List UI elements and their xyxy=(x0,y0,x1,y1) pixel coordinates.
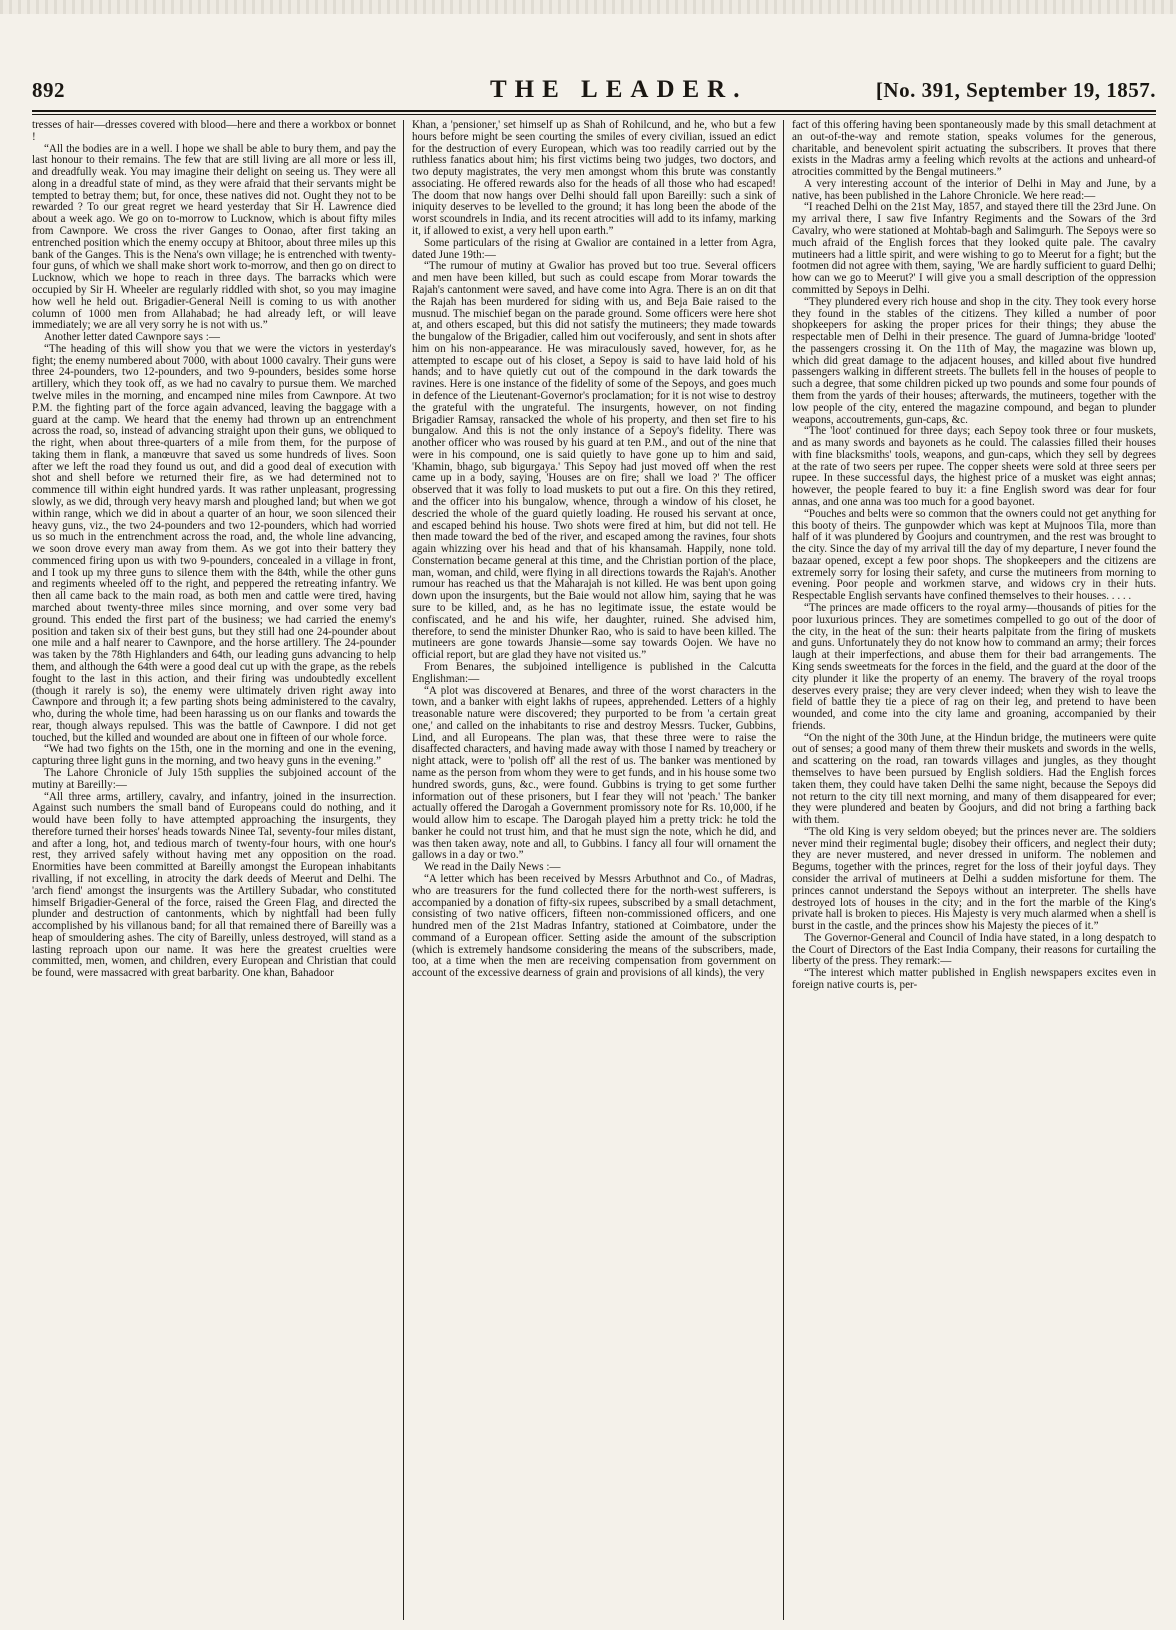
article-paragraph: fact of this offering having been spontaneously made by this small detachment at an out-of-the-way and remote station, speaks volumes for the generous, charitable, and benevolent spirit actuating the subscribers. It proves that there exists in the Madras army a feeling which revolts at the actions and unheard-of atrocities committed by the Bengal mutineers.” xyxy=(792,120,1156,179)
article-paragraph: “I reached Delhi on the 21st May, 1857, and stayed there till the 23rd June. On my arrival there, I saw five Infantry Regiments and the Sowars of the 3rd Cavalry, who were stationed at Mohtab-bagh and Salimgurh. The Sepoys were so much afraid of the English forces that they looked quite pale. The cavalry mutineers had a little spirit, and were wishing to go to Meerut for a fight; but the footmen did not agree with them, saying, 'We are hardly sufficient to guard Delhi; how can we go to Meerut?' I will give you a small description of the oppression committed by Sepoys in Delhi. xyxy=(792,201,1156,296)
article-paragraph: “On the night of the 30th June, at the Hindun bridge, the mutineers were quite out of senses; a good many of them threw their muskets and swords in the wells, and scattering on the road, ran towards villages and jungles, as they thought themselves to have been pursued by English soldiers. Had the English forces taken them, they could have taken Delhi the same night, because the Sepoys did not return to the city till next morning, and many of them disappeared for ever; they were plundered and beaten by Goojurs, and did not bring a farthing back with them. xyxy=(792,731,1156,827)
article-paragraph: “The rumour of mutiny at Gwalior has proved but too true. Several officers and men have been killed, but such as could escape from Morar towards the Rajah's cantonment were saved, and have come into Agra. There is an on dit that the Rajah has been murdered for siding with us, and Beja Baie raised to the musnud. The mischief began on the parade ground. Some officers were here shot at, and others escaped, but this did not satisfy the mutineers; they made towards the bungalow of the Brigadier, called him out vociferously, and sent in shots after him on his non-appearance. He was miraculously saved, however, for, as he attempted to escape out of his closet, a Sepoy is said to have laid hold of his hands; and to have quietly cut out of the compound in the dark towards the ravines. Here is one instance of the fidelity of some of the Sepoys, and goes much in defence of the Lieutenant-Governor's proclamation; for it is not wise to destroy the grateful with the ungrateful. The insurgents, however, on not finding Brigadier Ramsay, ransacked the whole of his property, and then set fire to his bungalow. And this is not the only instance of a Sepoy's fidelity. There was another officer who was roused by his guard at ten P.M., and out of the nine that were in his compound, one is said quietly to have gone up to him and said, 'Khamin, bhago, sub bigurgaya.' This Sepoy had just moved off when the rest came up in a body, saying, 'Houses are on fire; shall we load ?' The officer observed that it was folly to load muskets to put out a fire. On this they retired, and the officer into his bungalow, whence, through a window of his closet, he descried the whole of the guard quietly loading. He roused his servant at once, and escaped behind his house. Two shots were fired at him, but did not tell. He then made toward the bed of the river, and escaped among the ravines, four shots again whizzing over his head and that of his khansamah. Happily, none told. Consternation became general at this time, and the Christian portion of the place, man, woman, and child, were flying in all directions towards the Rajah's. Another rumour has reached us that the Maharajah is not killed. He was bent upon going down upon the insurgents, but the Baie would not allow him, saying that he was sure to be killed, and, as he has no legitimate issue, the estate would be confiscated, and he and his wife, her daughter, ruined. She advised him, therefore, to send the minister Dhunker Rao, who is said to have been killed. The mutineers are gone towards Jhansie—some say towards Oojen. We have no official report, but are glad they have not visited us.” xyxy=(412,260,776,662)
article-paragraph: tresses of hair—dresses covered with blood—here and there a workbox or bonnet ! xyxy=(32,120,396,143)
article-paragraph: We read in the Daily News :— xyxy=(424,861,561,874)
article-paragraph: “All three arms, artillery, cavalry, and infantry, joined in the insurrection. Against such numbers the small band of Europeans could do nothing, and it would have been folly to have attempted approaching the insurgents, they therefore turned their horses' heads towards Ninee Tal, seventy-four miles distant, and after a long, hot, and tedious march of twenty-four hours, with one hour's rest, they arrived safely without having met any opposition on the road. Enormities have been committed at Bareilly amongst the European inhabitants rivalling, if not excelling, in atrocity the dark deeds of Meerut and Delhi. The 'arch fiend' amongst the insurgents was the Artillery Subadar, who constituted himself Brigadier-General of the force, raised the Green Flag, and directed the plunder and destruction of cantonments, which by nightfall had been fully accomplished by his villanous band; for all that remained there of Bareilly was a heap of smouldering ashes. The city of Bareilly, unless destroyed, will stand as a lasting reproach upon our name. It was here the greatest cruelties were committed, men, women, and children, every European and Christian that could be found, were massacred with great barbarity. One khan, Bahadoor xyxy=(32,790,396,980)
column-left xyxy=(32,120,396,1620)
article-paragraph: Some particulars of the rising at Gwalior are contained in a letter from Agra, dated June 19th:— xyxy=(412,236,776,261)
article-paragraph: A very interesting account of the interior of Delhi in May and June, by a native, has been published in the Lahore Chronicle. We here read:— xyxy=(792,177,1156,202)
article-paragraph: “We had two fights on the 15th, one in the morning and one in the evening, capturing three light guns in the morning, and two heavy guns in the evening.” xyxy=(32,743,396,768)
article-paragraph: The Governor-General and Council of India have stated, in a long despatch to the Court of Directors of the East India Company, their reasons for curtailing the liberty of the press. They remark:— xyxy=(792,931,1156,968)
article-paragraph: “The interest which matter published in English newspapers excites even in foreign native courts is, per- xyxy=(792,967,1156,992)
column-divider xyxy=(776,120,792,1620)
masthead-rule xyxy=(32,110,1156,112)
article-paragraph: “Pouches and belts were so common that the owners could not get anything for this booty of theirs. The gunpowder which was kept at Mujnoos Tila, more than half of it was plundered by Goojurs and countrymen, and the rest was brought to the city. Since the day of my arrival till the day of my departure, I never found the bazaar opened, except a few poor shops. The shopkeepers and the citizens are extremely sorry for losing their safety, and curse the mutineers from morning to evening. Poor people and workmen starve, and widows cry in their huts. Respectable English servants have confined themselves to their houses. . . . . xyxy=(792,507,1156,603)
page-top-edge xyxy=(0,0,1176,14)
article-paragraph: Khan, a 'pensioner,' set himself up as Shah of Rohilcund, and he, who but a few hours before might be seen courting the smiles of every civilian, issued an edict for the destruction of every European, which was too readily carried out by the ruthless fanatics about him; his first victims being two judges, two doctors, and two deputy magistrates, the very men amongst whom this brute was constantly associating. He offered rewards also for the heads of all those who had escaped! The doom that now hangs over Delhi should fall upon Bareilly: such a sink of iniquity deserves to be levelled to the ground; it has long been the abode of the worst scoundrels in India, and its recent atrocities will add to its infamy, marking it, if allowed to exist, a very hell upon earth.” xyxy=(412,120,776,238)
article-columns xyxy=(32,120,1156,1620)
article-paragraph: Another letter dated Cawnpore says :— xyxy=(44,331,220,344)
article-paragraph: The Lahore Chronicle of July 15th supplies the subjoined account of the mutiny at Bareilly:— xyxy=(32,766,396,791)
article-paragraph: “They plundered every rich house and shop in the city. They took every horse they found in the stables of the citizens. They killed a number of poor shopkeepers for asking the proper prices for their things; they abuse the respectable men of Delhi in their presence. The guard of Jumna-bridge 'looted' the passengers crossing it. On the 11th of May, the magazine was blown up, which did great damage to the adjacent houses, and killed about five hundred passengers walking in different streets. The bullets fell in the houses of people to such a degree, that some children picked up two pounds and some four pounds of them from the yards of their houses; afterwards, the mutineers, together with the low people of the city, entered the magazine compound, and began to plunder weapons, accoutrements, gun-caps, &c. xyxy=(792,295,1156,426)
masthead xyxy=(32,78,1156,108)
article-paragraph: “A letter which has been received by Messrs Arbuthnot and Co., of Madras, who are treasurers for the fund collected there for the north-west sufferers, is accompanied by a donation of fifty-six rupees, subscribed by a small detachment, consisting of two native officers, fifteen non-commissioned officers, and one hundred men of the 21st Madras Infantry, stationed at Coimbatore, under the command of a European officer. Setting aside the amount of the subscription (which is extremely handsome considering the means of the subscribers, made, too, at a time when the men are receiving compensation from government on account of the excessive dearness of grain and provisions of all kinds), the very xyxy=(412,873,776,980)
newspaper-title: THE LEADER. xyxy=(490,76,748,103)
page-number: 892 xyxy=(32,78,65,102)
article-paragraph: “The heading of this will show you that we were the victors in yesterday's fight; the enemy numbered about 7000, with about 1000 cavalry. Their guns were three 24-pounders, two 12-pounders, and two 9-pounders, besides some horse artillery, which they took off, as we had no cavalry to pursue them. We marched twelve miles in the morning, and encamped nine miles from Cawnpore. At two P.M. the fighting part of the force again advanced, leaving the baggage with a guard at the camp. We heard that the enemy had thrown up an entrenchment across the road, so, instead of advancing straight upon their guns, we obliqued to the right, when about three-quarters of a mile from them, for the purpose of taking them in flank, a manœuvre that saved us some hundreds of lives. Soon after we left the road they found us out, and did a good deal of execution with shot and shell before we returned their fire, as we had determined not to commence till within eight hundred yards. It was rather unpleasant, progressing slowly, as we did, through very heavy marsh and ploughed land; but when we got within range, which we did in about a quarter of an hour, we soon silenced their heavy guns, viz., the two 24-pounders and two 12-pounders, which had worried us so much in the entrenchment across the road, and, the whole line advancing, we soon drove every man away from them. As we got into their battery they commenced firing upon us with two 9-pounders, concealed in a village in front, and I took up my three guns to silence them with the 84th, while the other guns and regiments wheeled off to the right, and peppered the retreating infantry. We then all came back to the main road, as both men and cattle were tired, having marched about twenty-three miles since morning, and over some very bad ground. This ended the first part of the business; we had carried the enemy's position and taken six of their best guns, but they still had one 24-pounder about one mile and a half nearer to Cawnpore, and the horse artillery. The 24-pounder was taken by the 78th Highlanders and 64th, our leading guns advancing to help them, and although the 64th were a good deal cut up with the grape, as the rebels fought to the last in this action, and their firing was undoubtedly excellent (though it rarely is so), the enemy were ultimately driven right away into Cawnpore and through it; a few parting shots being administered to the cavalry, who, during the whole time, had been harassing us on our flanks and towards the rear, though always repulsed. This was the battle of Cawnpore. I did not get touched, but the killed and wounded are about one in fifteen of our whole force. xyxy=(32,342,396,744)
article-paragraph: “A plot was discovered at Benares, and three of the worst characters in the town, and a banker with eight lakhs of rupees, apprehended. Letters of a highly treasonable nature were discovered; they purported to be from 'a certain great one,' and called on the inhabitants to rise and destroy Messrs. Tucker, Gubbins, Lind, and all Europeans. The plan was, that these three were to raise the disaffected characters, and having made away with those I named by treachery or night attack, were to 'polish off' all the rest of us. The banker was mentioned by name as the person from whom they were to get funds, and in his house some two hundred swords, guns, &c., were found. Gubbins is trying to get some further information out of these prisoners, but I fear they will not 'peach.' The banker actually offered the Darogah a Government promissory note for Rs. 10,000, if he would allow him to escape. The Darogah played him a pretty trick: he told the banker he could not trust him, and that he must sign the note, which he did, and was then taken away, note and all, to Gubbins. I fancy all four will ornament the gallows in a day or two.” xyxy=(412,684,776,862)
column-divider xyxy=(396,120,412,1620)
column-middle xyxy=(412,120,776,1620)
article-paragraph: “The 'loot' continued for three days; each Sepoy took three or four muskets, and as many swords and bayonets as he could. The calassies filled their houses with fine blacksmiths' tools, weapons, and gun-caps, which they sell by degrees at the rate of two seers per rupee. The copper sheets were sold at three seers per rupee. In these successful days, the highest price of a musket was eight annas; however, the people feared to buy it: a fine English sword was dear for four annas, and one anna was too much for a good bayonet. xyxy=(792,425,1156,508)
article-paragraph: From Benares, the subjoined intelligence is published in the Calcutta Englishman:— xyxy=(412,660,776,685)
column-right xyxy=(792,120,1156,1620)
article-paragraph: “The princes are made officers to the royal army—thousands of pities for the poor luxurious princes. They are sometimes compelled to go out of the door of the city, in the heat of the sun: their hearts palpitate from the firing of muskets and guns. Unfortunately they do not know how to command an army; their forces laugh at their imperfections, and abuse them for their bad arrangements. The King sends sweetmeats for the forces in the field, and the guard at the door of the city plunder it like the property of an enemy. The bravery of the royal troops deserves every praise; they are very clever indeed; when they wish to leave the field of battle they tie a piece of rag on their leg, and pretend to have been wounded, and come into the city lame and groaning, accompanied by their friends. xyxy=(792,602,1156,732)
article-paragraph: “All the bodies are in a well. I hope we shall be able to bury them, and pay the last honour to their remains. The few that are still living are all more or less ill, and dreadfully weak. You may imagine their delight on seeing us. They were all along in a dreadful state of mind, as they were afraid that their servants might be tempted to betray them; but, for once, these natives did not. Ought they not to be rewarded ? To our great regret we heard yesterday that Sir H. Lawrence died about a week ago. We go on to-morrow to Lucknow, which is about fifty miles from Cawnpore. We cross the river Ganges to Oonao, after first taking an entrenched position which the enemy occupy at Bhitoor, about three miles up this bank of the Ganges. This is the Nena's own village; he is entrenched with twenty-four guns, of which we shall make short work to-morrow, and then go on direct to Lucknow, which we hope to reach in three days. The barracks which were occupied by Sir H. Wheeler are regularly riddled with shot, so you may imagine how well he held out. Brigadier-General Neill is coming to us with another column of 1000 men from Allahabad; he had already left, or will leave immediately; we are all very sorry he is not with us.” xyxy=(32,142,396,332)
issue-info: [No. 391, September 19, 1857. xyxy=(875,78,1156,102)
masthead-rule-thin xyxy=(32,114,1156,115)
article-paragraph: “The old King is very seldom obeyed; but the princes never are. The soldiers never mind their regimental bugle; disobey their officers, and neglect their duty; they are never mustered, and never dressed in uniform. The noblemen and Begums, together with the princes, regret for the loss of their joyful days. They consider the arrival of mutineers at Delhi a sudden misfortune for them. The princes cannot understand the Sepoys without an interpreter. The shells have destroyed lots of houses in the city; and in the fort the marble of the King's private hall is broken to pieces. His Majesty is very much alarmed when a shell is burst in the castle, and the princes show his Majesty the pieces of it.” xyxy=(792,825,1156,933)
